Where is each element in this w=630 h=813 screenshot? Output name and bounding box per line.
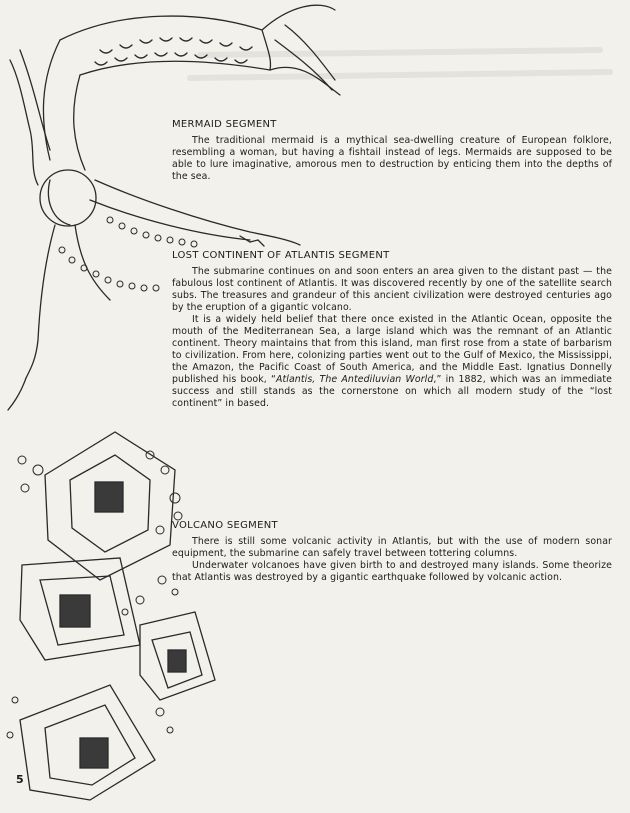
page-number: 5 bbox=[16, 773, 24, 786]
atlantis-paragraph-1: The submarine continues on and soon enters an area given to the distant past — the fabulous lost continent of Atlantis. It was discovered recently by one of the satellite search subs. The treasures and grandeur of this ancient civilization were destroyed centuries ago by the eruption of a gigantic volcano. bbox=[172, 266, 612, 313]
atlantis-segment bbox=[172, 250, 612, 410]
volcano-segment-heading: VOLCANO SEGMENT bbox=[172, 520, 278, 531]
volcano-segment bbox=[172, 520, 612, 584]
atlantis-paragraph-2-text-b: ,” in 1882, which was an immediate success and still stands as the cornerstone on which all modern study of the “lost continent” in based. bbox=[172, 374, 612, 409]
mermaid-segment bbox=[172, 119, 612, 183]
stone-blocks bbox=[20, 432, 215, 800]
atlantis-segment-heading: LOST CONTINENT OF ATLANTIS SEGMENT bbox=[172, 250, 390, 261]
volcano-paragraph-1: There is still some volcanic activity in Atlantis, but with the use of modern sonar equipment, the submarine can safely travel between tottering columns. bbox=[172, 536, 612, 559]
book-title: Atlantis, The Antediluvian World bbox=[275, 374, 434, 385]
atlantis-paragraph-2 bbox=[172, 314, 612, 410]
mermaid-segment-heading: MERMAID SEGMENT bbox=[172, 119, 277, 130]
atlantis-paragraph-2-text-a: It is a widely held belief that there once existed in the Atlantic Ocean, opposite the mouth of the Mediterranean Sea, a large island which was the remnant of an Atlantic continent. Theory maintains that from this island, man first rose from a state of barbarism to civilization. From here, colonizing parties went out to the Gulf of Mexico, the Mississippi, the Amazon, the Pacific Coast of South America, and the Middle East. Ignatius Donnelly published his book, “ bbox=[172, 314, 612, 385]
bleed-through-text bbox=[190, 50, 610, 78]
mermaid-paragraph: The traditional mermaid is a mythical sea-dwelling creature of European folklore, resembling a woman, but having a fishtail instead of legs. Mermaids are supposed to be able to lure imaginative, amorous men to destruction by enticing them into the depths of the sea. bbox=[172, 135, 612, 182]
volcano-paragraph-2: Underwater volcanoes have given birth to and destroyed many islands. Some theorize that Atlantis was destroyed by a gigantic earthquake followed by volcanic action. bbox=[172, 560, 612, 583]
